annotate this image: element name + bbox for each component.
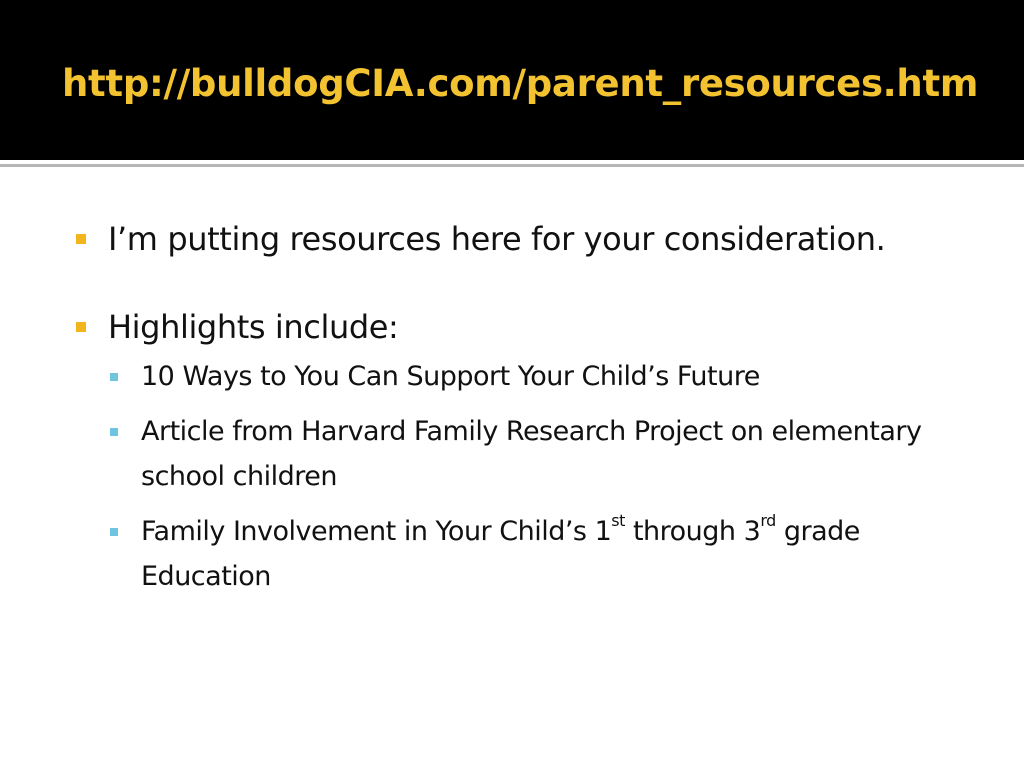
slide-content [76,212,976,599]
sub-bullet-ten-ways [110,354,976,399]
title-divider [0,164,1024,167]
sub-bullet-text-part: Family Involvement in Your Child’s 1 [141,516,612,547]
ordinal-superscript: rd [760,511,776,530]
square-bullet-icon [76,322,86,332]
sub-bullet-text: Article from Harvard Family Research Project on elementary school children [141,416,922,492]
sub-bullet-harvard-article [110,409,976,499]
square-sub-bullet-icon [110,528,118,536]
slide-title: http://bulldogCIA.com/parent_resources.htm [62,62,979,105]
bullet-spacer [76,266,976,300]
title-band [0,0,1024,160]
square-sub-bullet-icon [110,428,118,436]
bullet-text: Highlights include: [108,308,399,346]
square-sub-bullet-icon [110,373,118,381]
sub-bullet-text-part: through 3 [624,516,761,547]
square-bullet-icon [76,234,86,244]
ordinal-superscript: st [611,511,625,530]
bullet-text: I’m putting resources here for your consideration. [108,220,886,258]
sub-bullet-text-part: grade Education [141,516,860,592]
sub-bullet-text: 10 Ways to You Can Support Your Child’s Future [141,361,760,392]
bullet-item-highlights [76,300,976,354]
bullet-item-resources [76,212,976,266]
sub-bullet-family-involvement [110,509,976,599]
